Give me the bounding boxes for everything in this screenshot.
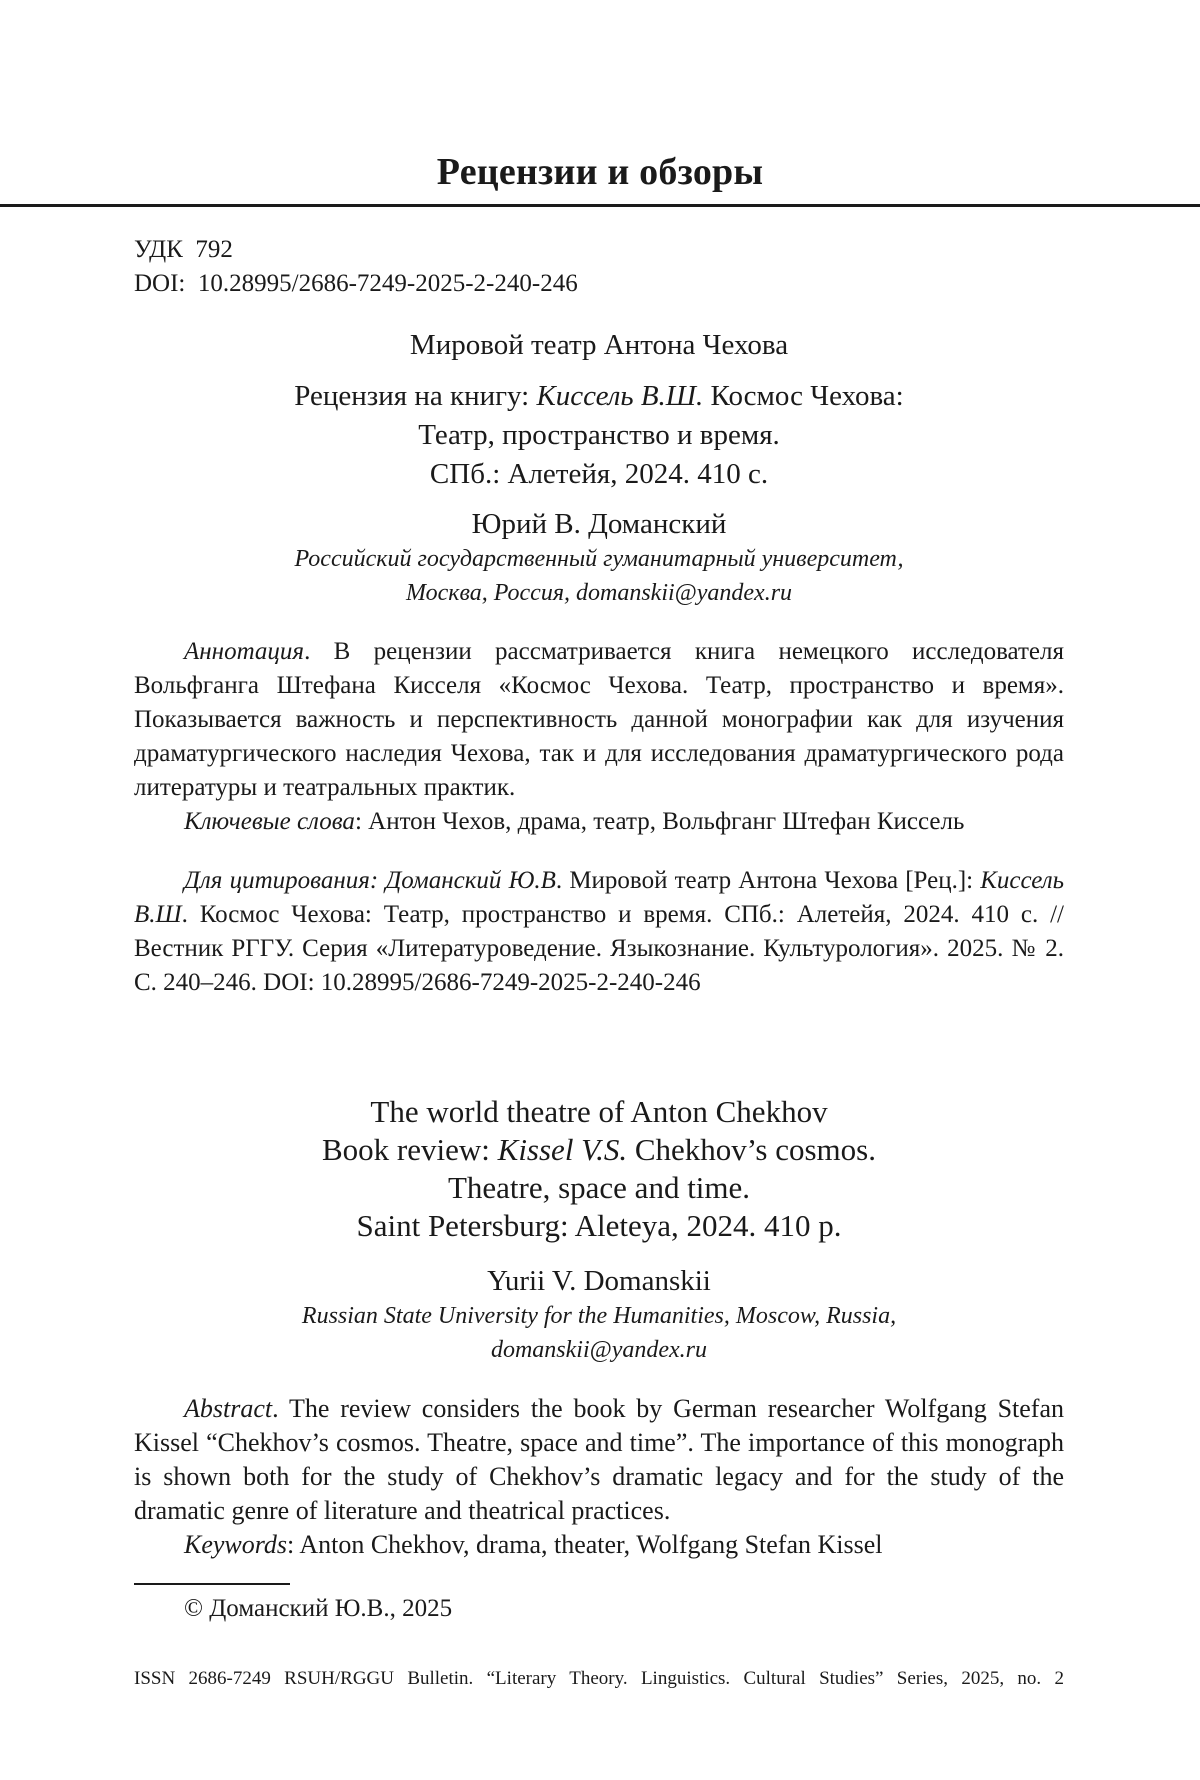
ru-book-author: Киссель В.Ш. [536, 380, 703, 412]
ru-author-block [134, 506, 1064, 610]
ru-subtitle-prefix: Рецензия на книгу: [294, 380, 536, 412]
en-keywords-text: : Anton Chekhov, drama, theater, Wolfgang Stefan Kissel [287, 1530, 882, 1559]
copyright: © Доманский Ю.В., 2025 [184, 1592, 452, 1626]
en-title-block [134, 1093, 1064, 1245]
ru-author: Юрий В. Доманский [134, 506, 1064, 542]
ru-citation [134, 864, 1064, 1000]
en-keywords-label: Keywords [184, 1530, 287, 1559]
en-affiliation-line2: domanskii@yandex.ru [134, 1333, 1064, 1367]
en-title: The world theatre of Anton Chekhov [134, 1093, 1064, 1131]
en-keywords [134, 1528, 1064, 1562]
ru-citation-part2: . Космос Чехова: Театр, пространство и время. СПб.: Алетейя, 2024. 410 с. // Вестник РГГУ. Серия «Литературоведение. Языкознание. Культурология». 2025. № 2. С. 240–246. DOI: 10.28995/2686-7249-2025-2-240-246 [134, 901, 1064, 996]
en-abstract [134, 1392, 1064, 1528]
en-book-title: Chekhov’s cosmos. [627, 1132, 876, 1167]
ru-affiliation-line1: Российский государственный гуманитарный университет, [134, 542, 1064, 576]
en-book-author: Kissel V.S. [498, 1132, 627, 1167]
running-footer: ISSN 2686-7249 RSUH/RGGU Bulletin. “Literary Theory. Linguistics. Cultural Studies” Series, 2025, no. 2 [134, 1666, 1064, 1692]
ru-subtitle-line3: СПб.: Алетейя, 2024. 410 с. [134, 455, 1064, 494]
en-subtitle-prefix: Book review: [322, 1132, 498, 1167]
ru-citation-part1: . Мировой театр Антона Чехова [Рец.]: [556, 867, 980, 894]
ru-keywords-text: : Антон Чехов, драма, театр, Вольфганг Штефан Киссель [355, 808, 964, 835]
article-meta [134, 233, 578, 301]
ru-keywords-label: Ключевые слова [184, 808, 355, 835]
en-author-block [134, 1263, 1064, 1367]
en-author: Yurii V. Domanskii [134, 1263, 1064, 1299]
ru-title-block [134, 326, 1064, 494]
en-subtitle-line3: Saint Petersburg: Aleteya, 2024. 410 p. [134, 1207, 1064, 1245]
ru-abstract [134, 635, 1064, 805]
ru-citation-label: Для цитирования: Доманский Ю.В [184, 867, 556, 894]
ru-subtitle-line2: Театр, пространство и время. [134, 416, 1064, 455]
en-abstract-label: Abstract [184, 1394, 272, 1423]
ru-title: Мировой театр Антона Чехова [134, 326, 1064, 365]
ru-abstract-label: Аннотация [184, 638, 304, 665]
ru-citation-book-author: Киссель В.Ш [134, 867, 1064, 928]
ru-abstract-text: . В рецензии рассматривается книга немецкого исследователя Вольфганга Штефана Кисселя «Космос Чехова. Театр, пространство и время». Показывается важность и перспективность данной монографии как для изучения драматургического наследия Чехова, так и для исследования драматургического рода литературы и театральных практик. [134, 638, 1064, 801]
footnote-rule [134, 1583, 290, 1585]
ru-book-title: Космос Чехова: [703, 380, 903, 412]
header-rule [0, 204, 1200, 207]
en-abstract-text: . The review considers the book by German researcher Wolfgang Stefan Kissel “Chekhov’s cosmos. Theatre, space and time”. The importance of this monograph is shown both for the study of Chekhov’s dramatic legacy and for the study of the dramatic genre of literature and theatrical practices. [134, 1394, 1064, 1525]
ru-subtitle-line1 [134, 377, 1064, 416]
section-title: Рецензии и обзоры [0, 150, 1200, 194]
ru-abstract-block [134, 635, 1064, 839]
ru-citation-block [134, 864, 1064, 1000]
en-subtitle-line1 [134, 1131, 1064, 1169]
doi: DOI: 10.28995/2686-7249-2025-2-240-246 [134, 267, 578, 301]
ru-affiliation-line2: Москва, Россия, domanskii@yandex.ru [134, 576, 1064, 610]
ru-keywords [134, 805, 1064, 839]
udk: УДК 792 [134, 233, 578, 267]
en-affiliation-line1: Russian State University for the Humanities, Moscow, Russia, [134, 1299, 1064, 1333]
en-subtitle-line2: Theatre, space and time. [134, 1169, 1064, 1207]
en-abstract-block [134, 1392, 1064, 1562]
